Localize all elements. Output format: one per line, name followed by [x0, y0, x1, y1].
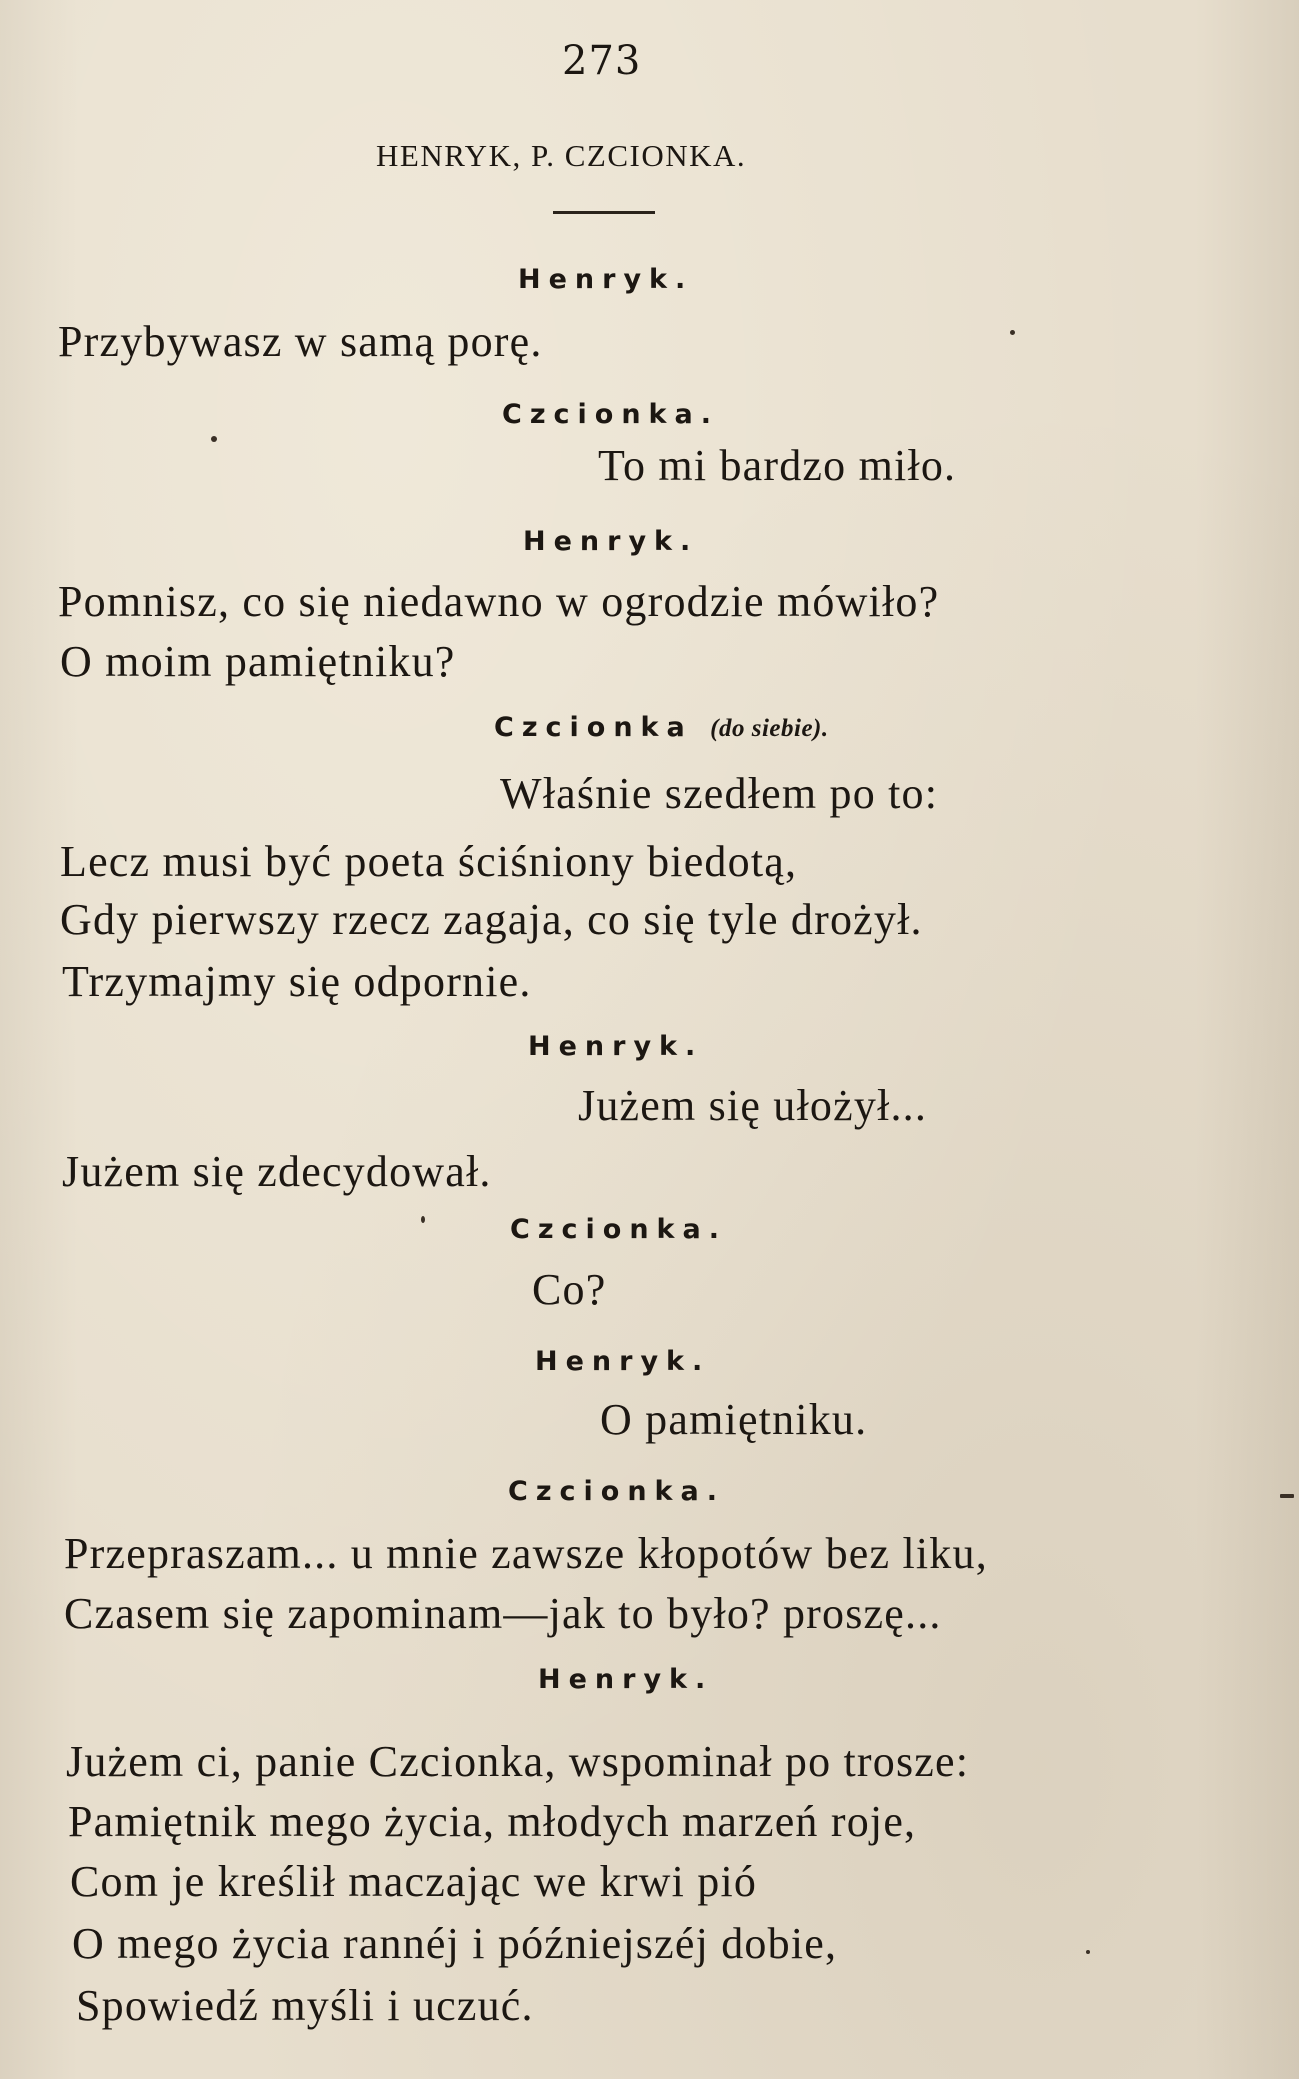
- verse-line: Co?: [532, 1265, 607, 1314]
- speaker-label: Czcionka.: [502, 399, 719, 430]
- paper-speck: [211, 436, 217, 442]
- verse-line: Jużem ci, panie Czcionka, wspominał po trosze:: [66, 1737, 970, 1786]
- verse-line: Przepraszam... u mnie zawsze kłopotów bez liku,: [64, 1529, 988, 1578]
- verse-line: Pamiętnik mego życia, młodych marzeń roje,: [68, 1797, 917, 1846]
- verse-line: O mego życia rannéj i późniejszéj dobie,: [72, 1919, 838, 1968]
- verse-line: Jużem się zdecydował.: [62, 1147, 492, 1196]
- verse-line: Pomnisz, co się niedawno w ogrodzie mówiło?: [58, 577, 940, 626]
- verse-line: Spowiedź myśli i uczuć.: [76, 1981, 534, 2030]
- verse-line: O pamiętniku.: [600, 1395, 868, 1444]
- verse-line: Com je kreślił maczając we krwi pió: [70, 1857, 758, 1906]
- paper-speck: [1280, 1494, 1294, 1498]
- verse-line: O moim pamiętniku?: [60, 637, 456, 686]
- speaker-label: Henryk.: [518, 264, 694, 295]
- paper-speck: [1010, 330, 1015, 335]
- paper-speck: [1086, 1950, 1090, 1954]
- page-number: 273: [562, 38, 642, 84]
- verse-line: Trzymajmy się odpornie.: [62, 957, 532, 1006]
- verse-line: Gdy pierwszy rzecz zagaja, co się tyle drożył.: [60, 895, 923, 944]
- paper-speck: [421, 1216, 425, 1223]
- verse-line: Czasem się zapominam—jak to było? proszę...: [64, 1589, 942, 1638]
- verse-line: Właśnie szedłem po to:: [500, 769, 939, 818]
- verse-line: To mi bardzo miło.: [598, 441, 957, 490]
- verse-line: Lecz musi być poeta ściśniony biedotą,: [60, 837, 798, 886]
- speaker-label: Henryk.: [535, 1346, 711, 1377]
- speaker-name: Czcionka: [494, 712, 693, 743]
- speaker-label: Henryk.: [538, 1664, 714, 1695]
- verse-line: Przybywasz w samą porę.: [58, 317, 543, 366]
- speaker-label: Czcionka.: [510, 1214, 727, 1245]
- scene-heading: HENRYK, P. CZCIONKA.: [376, 138, 747, 173]
- speaker-label: Henryk.: [528, 1031, 704, 1062]
- verse-line: Jużem się ułożył...: [578, 1081, 928, 1130]
- heading-rule: [553, 211, 655, 214]
- stage-direction: (do siebie).: [710, 715, 829, 742]
- speaker-label: Czcionka.: [508, 1476, 725, 1507]
- speaker-label: Henryk.: [523, 526, 699, 557]
- speaker-label: [494, 712, 829, 743]
